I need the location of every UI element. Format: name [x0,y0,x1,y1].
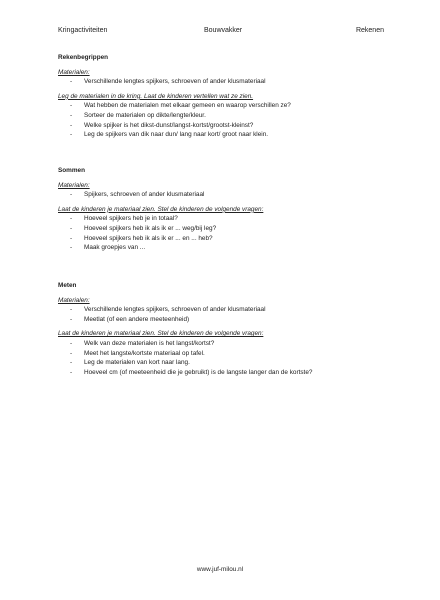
list-item: - Meetlat (of een andere meeteenheid) [58,315,398,325]
list-item: - Spijkers, schroeven of ander klusmateriaal [58,190,398,200]
list-item: - Leg de materialen van kort naar lang. [58,358,398,368]
materials-label: Materialen: [58,68,90,76]
list-item: - Verschillende lengtes spijkers, schroeven of ander klusmateriaal [58,77,398,87]
list-item: - Hoeveel spijkers heb ik als ik er ... en ... heb? [58,234,398,244]
section-title: Sommen [58,167,85,174]
header-subject: Rekenen [355,27,384,34]
list-item: - Verschillende lengtes spijkers, schroeven of ander klusmateriaal [58,305,398,315]
materials-list [58,305,398,324]
list-item: - Hoeveel cm (of meeteenheid die je gebruikt) is de langste langer dan de kortste? [58,368,398,378]
materials-label: Materialen: [58,296,90,304]
list-item: - Leg de spijkers van dik naar dun/ lang naar kort/ groot naar klein. [58,130,398,140]
list-item: - Maak groepjes van ... [58,243,398,253]
instruction: Leg de materialen in de kring. Laat de kinderen vertellen wat ze zien. [58,92,254,100]
list-item: - Welk van deze materialen is het langst/kortst? [58,339,398,349]
questions-list [58,214,398,252]
materials-label: Materialen: [58,181,90,189]
questions-list [58,101,398,139]
section-sommen [58,166,398,253]
section-meten [58,281,398,377]
header-theme: Bouwvakker [204,27,243,34]
materials-list [58,77,398,87]
materials-list [58,190,398,200]
list-item: - Meet het langste/kortste materiaal op tafel. [58,349,398,359]
questions-list [58,339,398,377]
footer-url: www.juf-milou.nl [196,566,244,573]
list-item: - Hoeveel spijkers heb je in totaal? [58,214,398,224]
section-rekenbegrippen [58,53,398,140]
header-category: Kringactiviteiten [58,27,108,34]
section-title: Rekenbegrippen [58,54,109,61]
list-item: - Wat hebben de materialen met elkaar gemeen en waarop verschillen ze? [58,101,398,111]
list-item: - Welke spijker is het dikst-dunst/langst-kortst/grootst-kleinst? [58,121,398,131]
section-title: Meten [58,282,77,289]
list-item: - Hoeveel spijkers heb ik als ik er ... weg/bij leg? [58,224,398,234]
instruction: Laat de kinderen je materiaal zien. Stel de kinderen de volgende vragen: [58,205,264,213]
list-item: - Sorteer de materialen op dikte/lengte/kleur. [58,111,398,121]
instruction: Laat de kinderen je materiaal zien. Stel de kinderen de volgende vragen: [58,330,264,338]
